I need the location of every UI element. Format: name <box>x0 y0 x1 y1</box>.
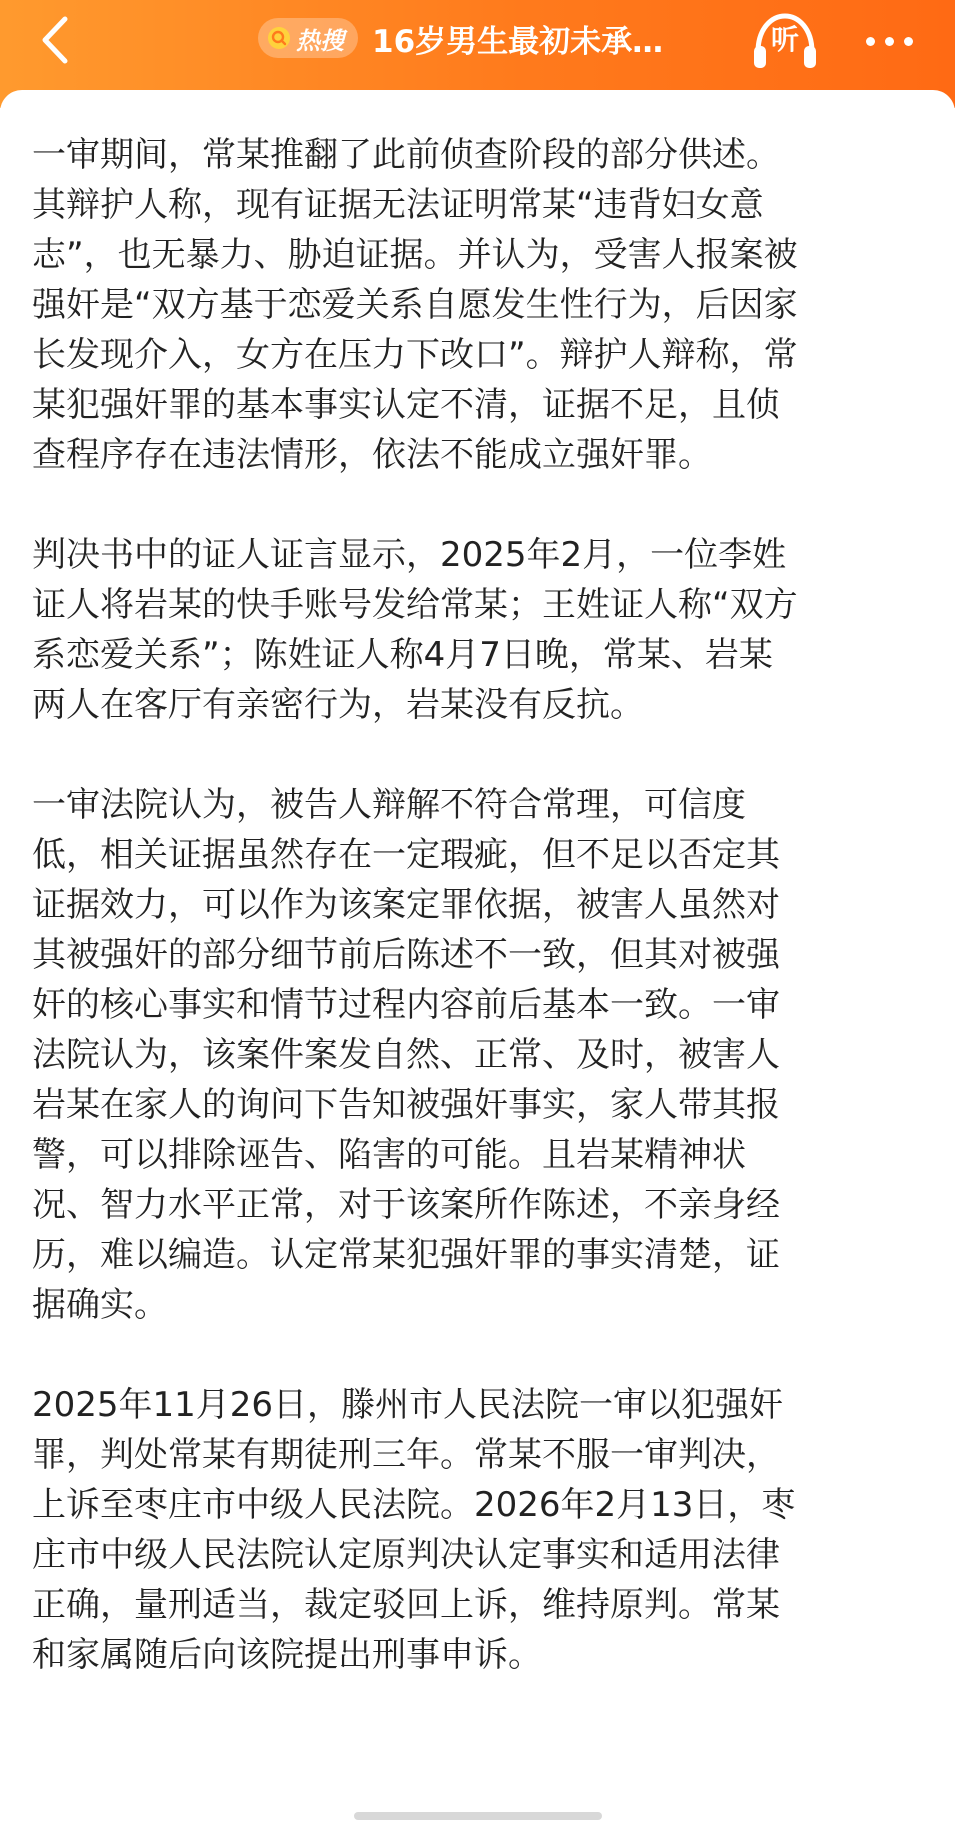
article-line: 庄市中级人民法院认定原判决认定事实和适用法律 <box>32 1535 780 1575</box>
article-line: 一审法院认为，被告人辩解不符合常理，可信度 <box>32 785 746 825</box>
more-dots-icon <box>861 31 918 50</box>
article-line: 两人在客厅有亲密行为，岩某没有反抗。 <box>32 685 644 725</box>
article-line: 法院认为，该案件案发自然、正常、及时，被害人 <box>32 1035 780 1075</box>
article-line: 和家属随后向该院提出刑事申诉。 <box>32 1635 542 1675</box>
article-paragraph <box>32 1380 932 1680</box>
hot-search-tag[interactable] <box>258 18 358 58</box>
article-line: 证据效力，可以作为该案定罪依据，被害人虽然对 <box>32 885 780 925</box>
article-line: 岩某在家人的询问下告知被强奸事实，家人带其报 <box>32 1085 780 1125</box>
article-line: 奸的核心事实和情节过程内容前后基本一致。一审 <box>32 985 780 1025</box>
article-body <box>32 130 932 1730</box>
article-line: 某犯强奸罪的基本事实认定不清，证据不足，且侦 <box>32 385 780 425</box>
page-title: 16岁男生最初未承… <box>372 23 664 60</box>
article-line: 据确实。 <box>32 1285 168 1325</box>
article-line: 判决书中的证人证言显示，2025年2月，一位李姓 <box>32 535 787 575</box>
article-line: 历，难以编造。认定常某犯强奸罪的事实清楚，证 <box>32 1235 780 1275</box>
article-line: 查程序存在违法情形，依法不能成立强奸罪。 <box>32 435 712 475</box>
article-line: 一审期间，常某推翻了此前侦查阶段的部分供述。 <box>32 135 780 175</box>
back-button[interactable] <box>24 10 84 70</box>
search-icon <box>268 27 290 49</box>
article-line: 2025年11月26日，滕州市人民法院一审以犯强奸 <box>32 1385 784 1425</box>
article-line: 罪，判处常某有期徒刑三年。常某不服一审判决， <box>32 1435 780 1475</box>
article-line: 系恋爱关系”；陈姓证人称4月7日晚，常某、岩某 <box>32 635 773 675</box>
article-paragraph <box>32 780 932 1330</box>
article-paragraph <box>32 130 932 480</box>
article-paragraph <box>32 530 932 730</box>
title-area[interactable] <box>258 16 663 60</box>
more-button[interactable] <box>850 12 928 68</box>
article-line: 上诉至枣庄市中级人民法院。2026年2月13日，枣 <box>32 1485 796 1525</box>
article-line: 强奸是“双方基于恋爱关系自愿发生性行为，后因家 <box>32 285 798 325</box>
listen-label: 听 <box>770 23 799 56</box>
article-line: 证人将岩某的快手账号发给常某；王姓证人称“双方 <box>32 585 798 625</box>
article-line: 警，可以排除诬告、陷害的可能。且岩某精神状 <box>32 1135 746 1175</box>
article-line: 其被强奸的部分细节前后陈述不一致，但其对被强 <box>32 935 780 975</box>
home-indicator[interactable] <box>354 1812 602 1820</box>
article-line: 低，相关证据虽然存在一定瑕疵，但不足以否定其 <box>32 835 780 875</box>
article-line: 况、智力水平正常，对于该案所作陈述，不亲身经 <box>32 1185 780 1225</box>
listen-button[interactable] <box>748 8 822 72</box>
hot-tag-label: 热搜 <box>296 26 344 55</box>
article-line: 志”，也无暴力、胁迫证据。并认为，受害人报案被 <box>32 235 798 275</box>
article-line: 其辩护人称，现有证据无法证明常某“违背妇女意 <box>32 185 764 225</box>
chevron-left-icon <box>37 15 71 65</box>
article-line: 正确，量刑适当，裁定驳回上诉，维持原判。常某 <box>32 1585 780 1625</box>
article-line: 长发现介入，女方在压力下改口”。辩护人辩称，常 <box>32 335 798 375</box>
